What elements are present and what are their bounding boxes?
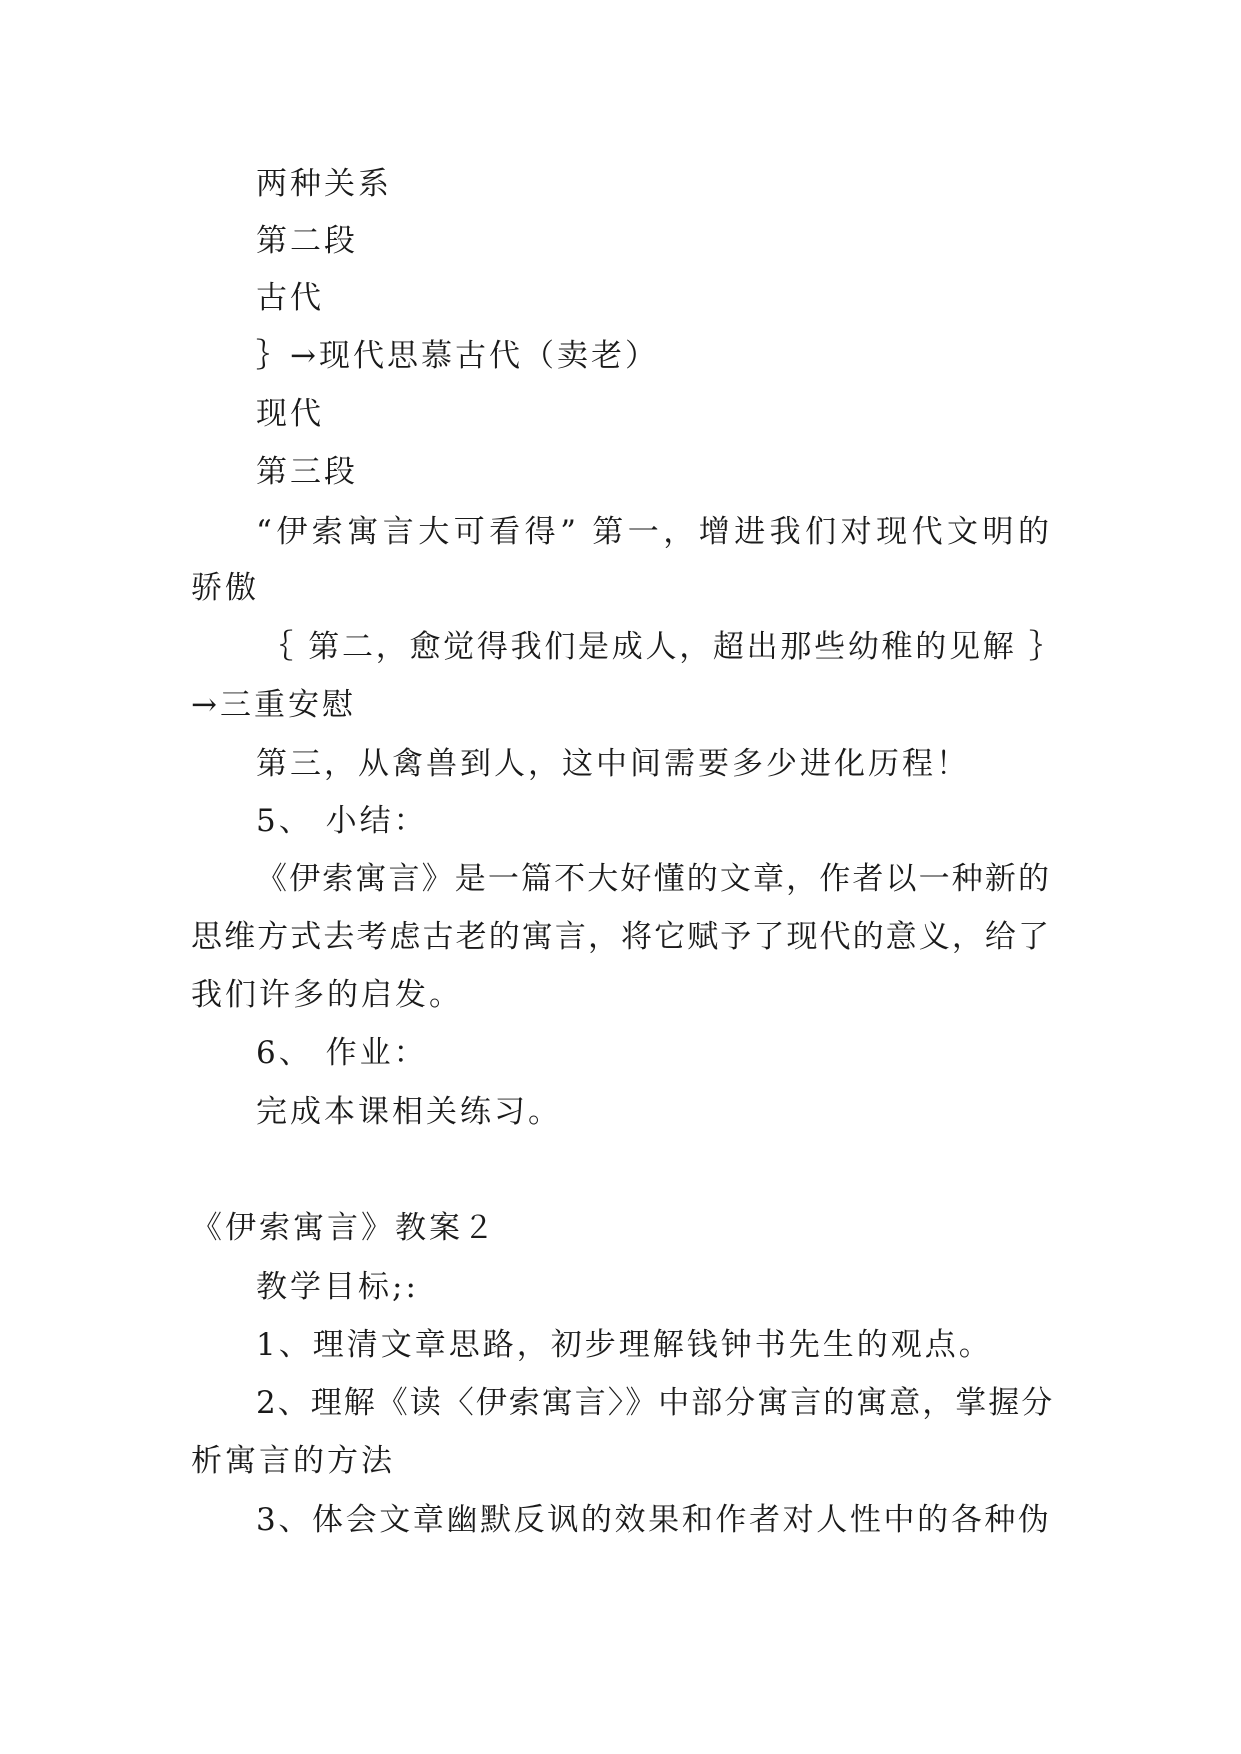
text-line: ｛ 第二，愈觉得我们是成人，超出那些幼稚的见解 ｝ xyxy=(262,629,1062,665)
text-line: 《伊索寓言》是一篇不大好懂的文章，作者以一种新的 xyxy=(256,861,1051,897)
text-line: 骄傲 xyxy=(191,570,259,606)
text-line: 析寓言的方法 xyxy=(191,1443,395,1479)
text-line: 古代 xyxy=(256,280,324,316)
text-line: 完成本课相关练习。 xyxy=(256,1094,562,1130)
list-item: 3、体会文章幽默反讽的效果和作者对人性中的各种伪 xyxy=(256,1502,1051,1538)
list-item: 1、理清文章思路，初步理解钱钟书先生的观点。 xyxy=(256,1327,993,1363)
text-line: 现代 xyxy=(256,396,324,432)
text-line: 第二段 xyxy=(256,223,358,259)
section-heading-summary: 5、 小结： xyxy=(256,803,428,839)
text-line: 思维方式去考虑古老的寓言，将它赋予了现代的意义，给了 xyxy=(191,919,1051,955)
text-line: 两种关系 xyxy=(256,166,392,202)
text-line: “伊索寓言大可看得” 第一，增进我们对现代文明的 xyxy=(256,514,1051,550)
text-line: 第三，从禽兽到人，这中间需要多少进化历程！ xyxy=(256,746,970,782)
text-line: →三重安慰 xyxy=(191,687,356,723)
list-item: 2、理解《读〈伊索寓言〉》中部分寓言的寓意，掌握分 xyxy=(256,1385,1055,1421)
text-line: ｝→现代思慕古代（卖老） xyxy=(256,338,659,374)
text-line: 第三段 xyxy=(256,454,358,490)
document-title: 《伊索寓言》教案２ xyxy=(191,1210,497,1246)
section-heading-objectives: 教学目标;: xyxy=(256,1269,419,1305)
section-heading-homework: 6、 作业： xyxy=(256,1035,428,1071)
text-line: 我们许多的启发。 xyxy=(191,977,463,1013)
